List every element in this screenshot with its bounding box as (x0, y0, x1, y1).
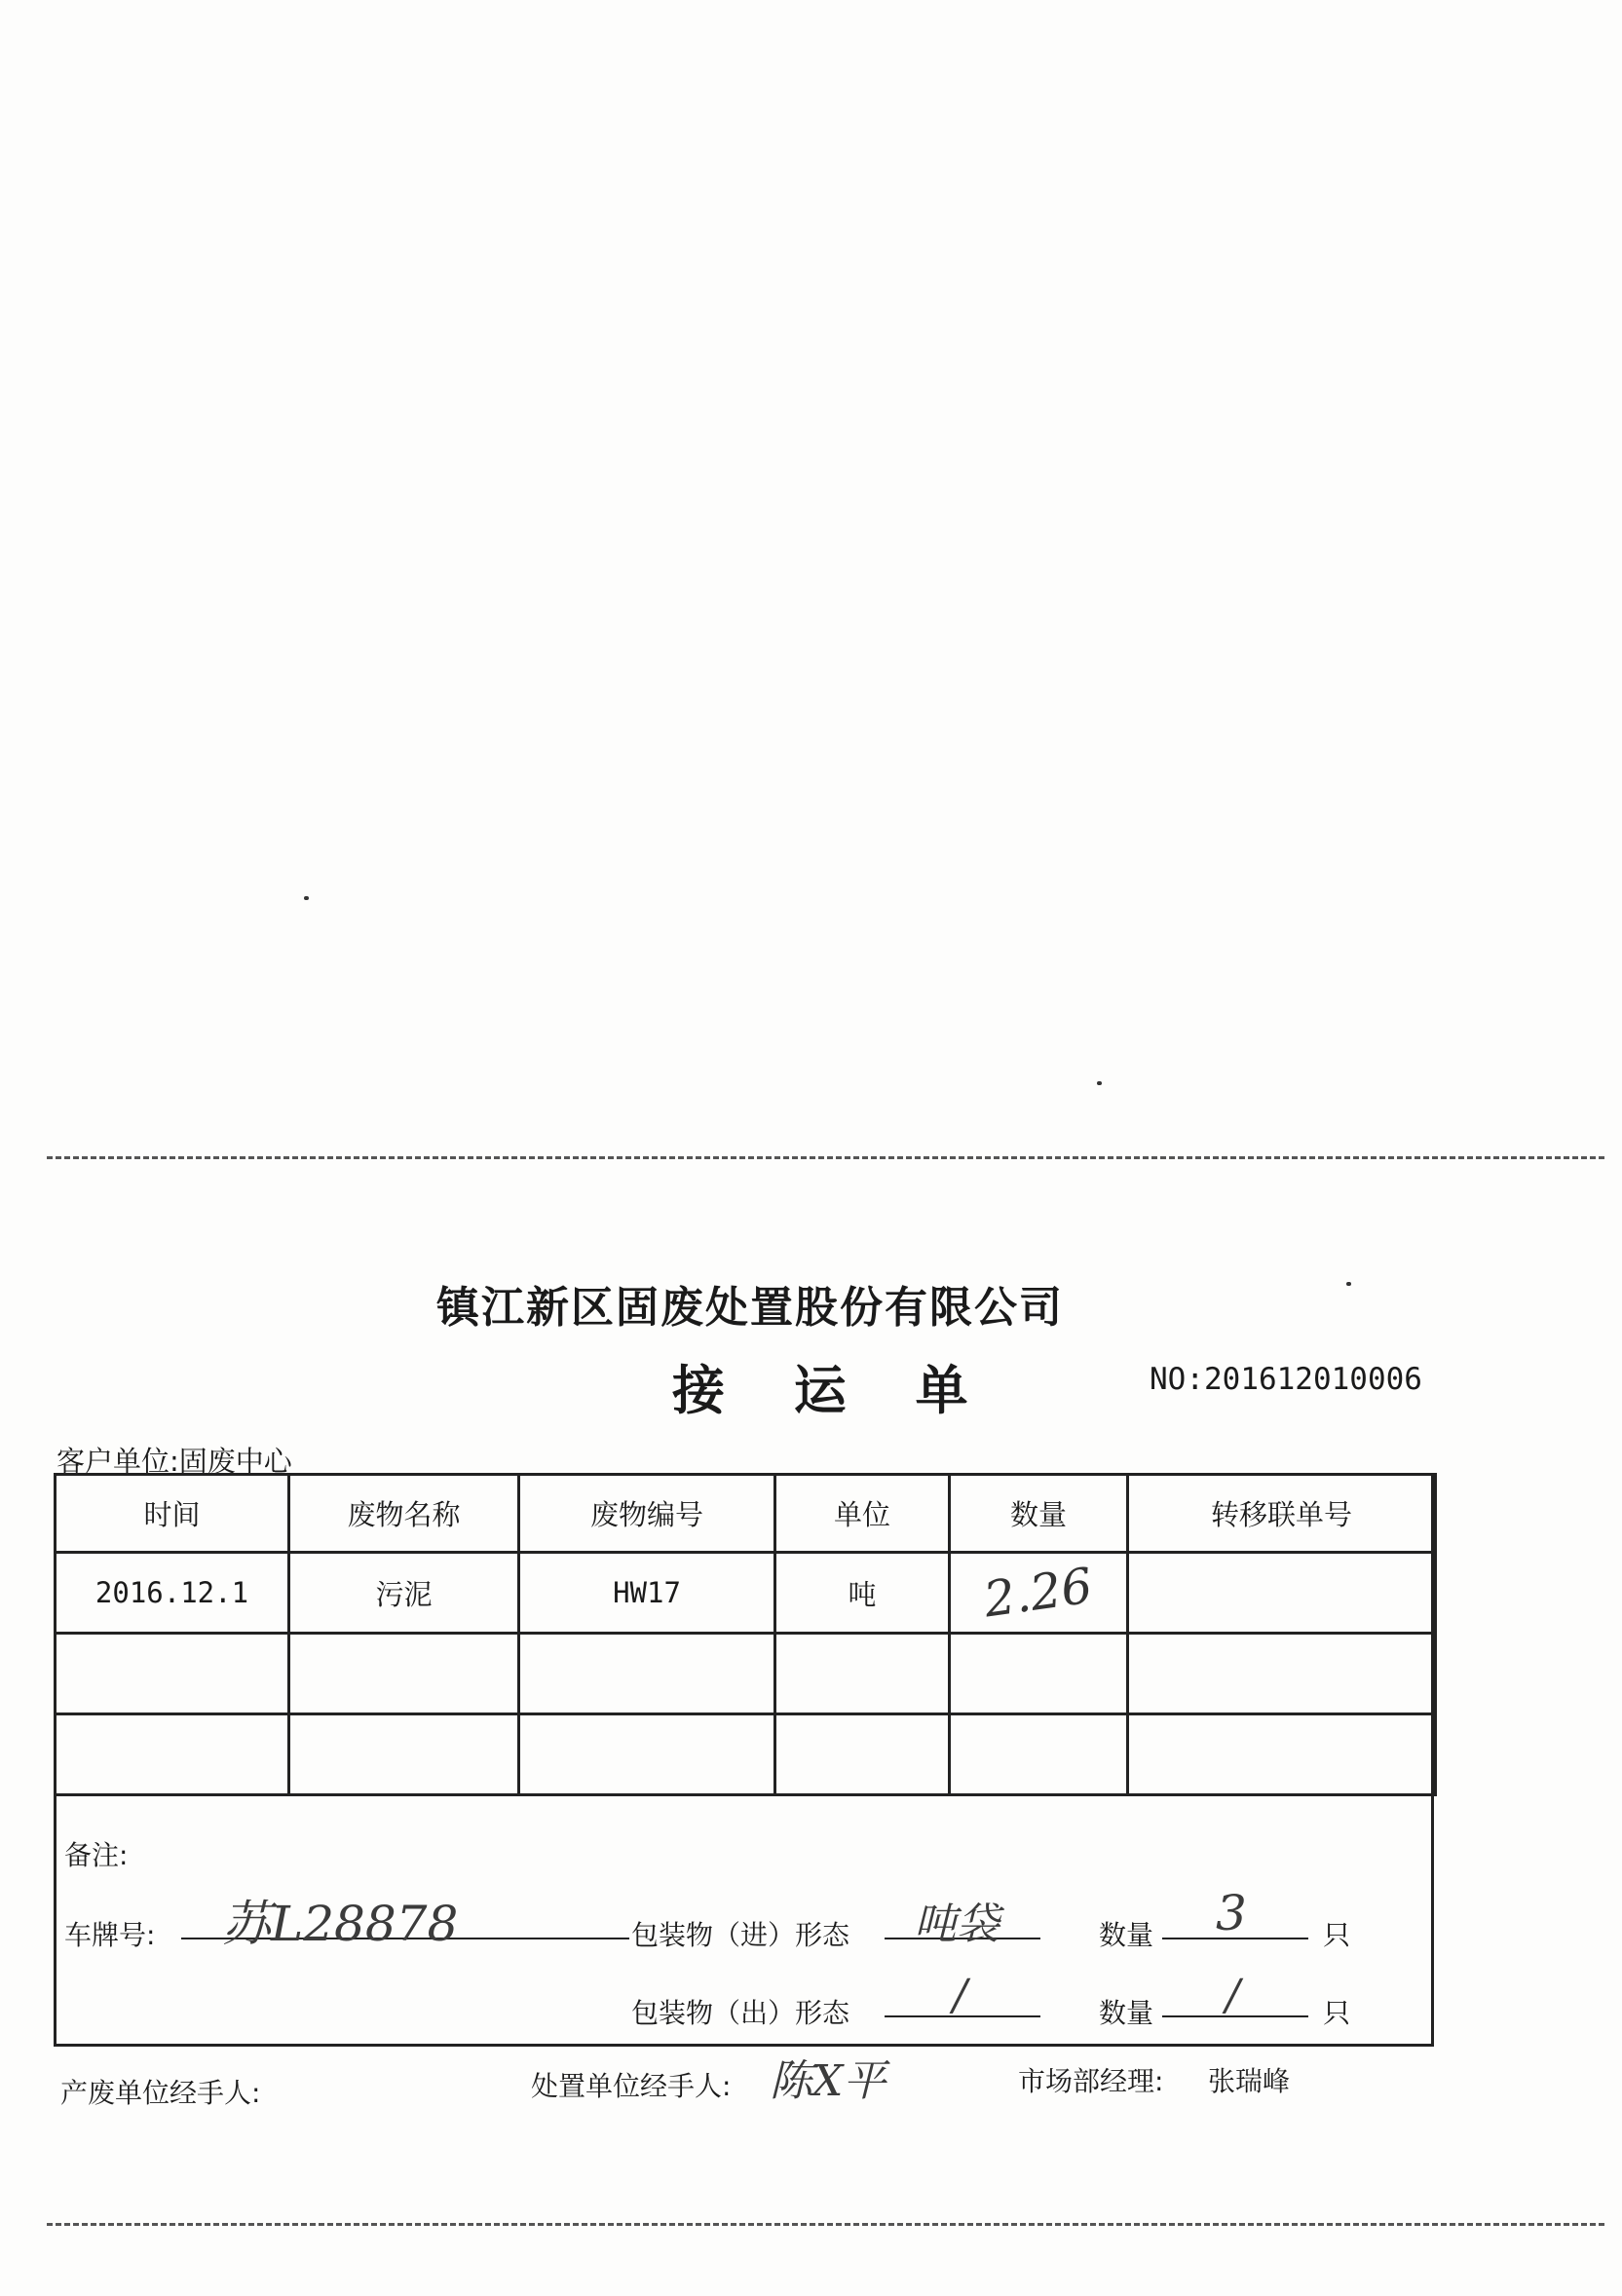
cut-line-bottom (47, 2223, 1604, 2226)
table-cell (56, 1714, 289, 1795)
table-cell (950, 1714, 1128, 1795)
disposer-handler-signature: 陈X平 (770, 2056, 886, 2106)
table-cell (950, 1634, 1128, 1714)
plate-handwritten: 苏L28878 (222, 1896, 459, 1952)
cell-waste-name: 污泥 (289, 1553, 519, 1634)
table-row (56, 1553, 1436, 1634)
qty-in-label: 数量 (1099, 1919, 1154, 1951)
handwritten-quantity: 2.26 (980, 1557, 1097, 1629)
document-number: NO:201612010006 (1150, 1362, 1422, 1397)
waste-table (54, 1473, 1437, 1796)
table-row (56, 1714, 1436, 1795)
cell-waste-code: HW17 (519, 1553, 775, 1634)
company-name: 镇江新区固废处置股份有限公司 (436, 1283, 1064, 1333)
scan-speck (304, 896, 309, 900)
header-waste-code: 废物编号 (519, 1475, 775, 1553)
header-manifest-no: 转移联单号 (1128, 1475, 1436, 1553)
table-cell (775, 1714, 950, 1795)
table-cell (56, 1634, 289, 1714)
header-waste-name: 废物名称 (289, 1475, 519, 1553)
qty-out-handwritten: / (1226, 1971, 1240, 2020)
table-header-row (56, 1475, 1436, 1553)
disposer-handler-label: 处置单位经手人: (531, 2070, 732, 2102)
table-cell (519, 1714, 775, 1795)
remarks-label: 备注: (64, 1839, 129, 1871)
manager-label: 市场部经理: (1018, 2065, 1164, 2097)
producer-handler-label: 产废单位经手人: (60, 2077, 261, 2109)
table-cell (289, 1714, 519, 1795)
table-cell (289, 1634, 519, 1714)
cell-quantity (950, 1553, 1128, 1634)
manager-name: 张瑞峰 (1208, 2065, 1291, 2097)
plate-label: 车牌号: (64, 1919, 156, 1951)
table-cell (1128, 1634, 1436, 1714)
pack-out-handwritten: / (953, 1971, 967, 2020)
cell-manifest-no (1128, 1553, 1436, 1634)
pack-in-label: 包装物（进）形态 (631, 1919, 850, 1951)
header-time: 时间 (56, 1475, 289, 1553)
qty-out-unit: 只 (1323, 1997, 1351, 2029)
cut-line-top (47, 1156, 1604, 1159)
scan-speck (1097, 1081, 1102, 1085)
pack-in-handwritten: 吨袋 (914, 1900, 1000, 1949)
transport-form (54, 1473, 1434, 2047)
qty-out-label: 数量 (1099, 1997, 1154, 2029)
table-cell (519, 1634, 775, 1714)
table-cell (1128, 1714, 1436, 1795)
document-title: 接 运 单 (672, 1359, 994, 1421)
customer-unit: 客户单位:固废中心 (57, 1445, 292, 1478)
cell-unit: 吨 (775, 1553, 950, 1634)
cell-time: 2016.12.1 (56, 1553, 289, 1634)
header-unit: 单位 (775, 1475, 950, 1553)
table-row (56, 1634, 1436, 1714)
header-quantity: 数量 (950, 1475, 1128, 1553)
qty-in-unit: 只 (1323, 1919, 1351, 1951)
table-cell (775, 1634, 950, 1714)
qty-in-handwritten: 3 (1216, 1885, 1247, 1941)
pack-out-label: 包装物（出）形态 (631, 1997, 850, 2029)
